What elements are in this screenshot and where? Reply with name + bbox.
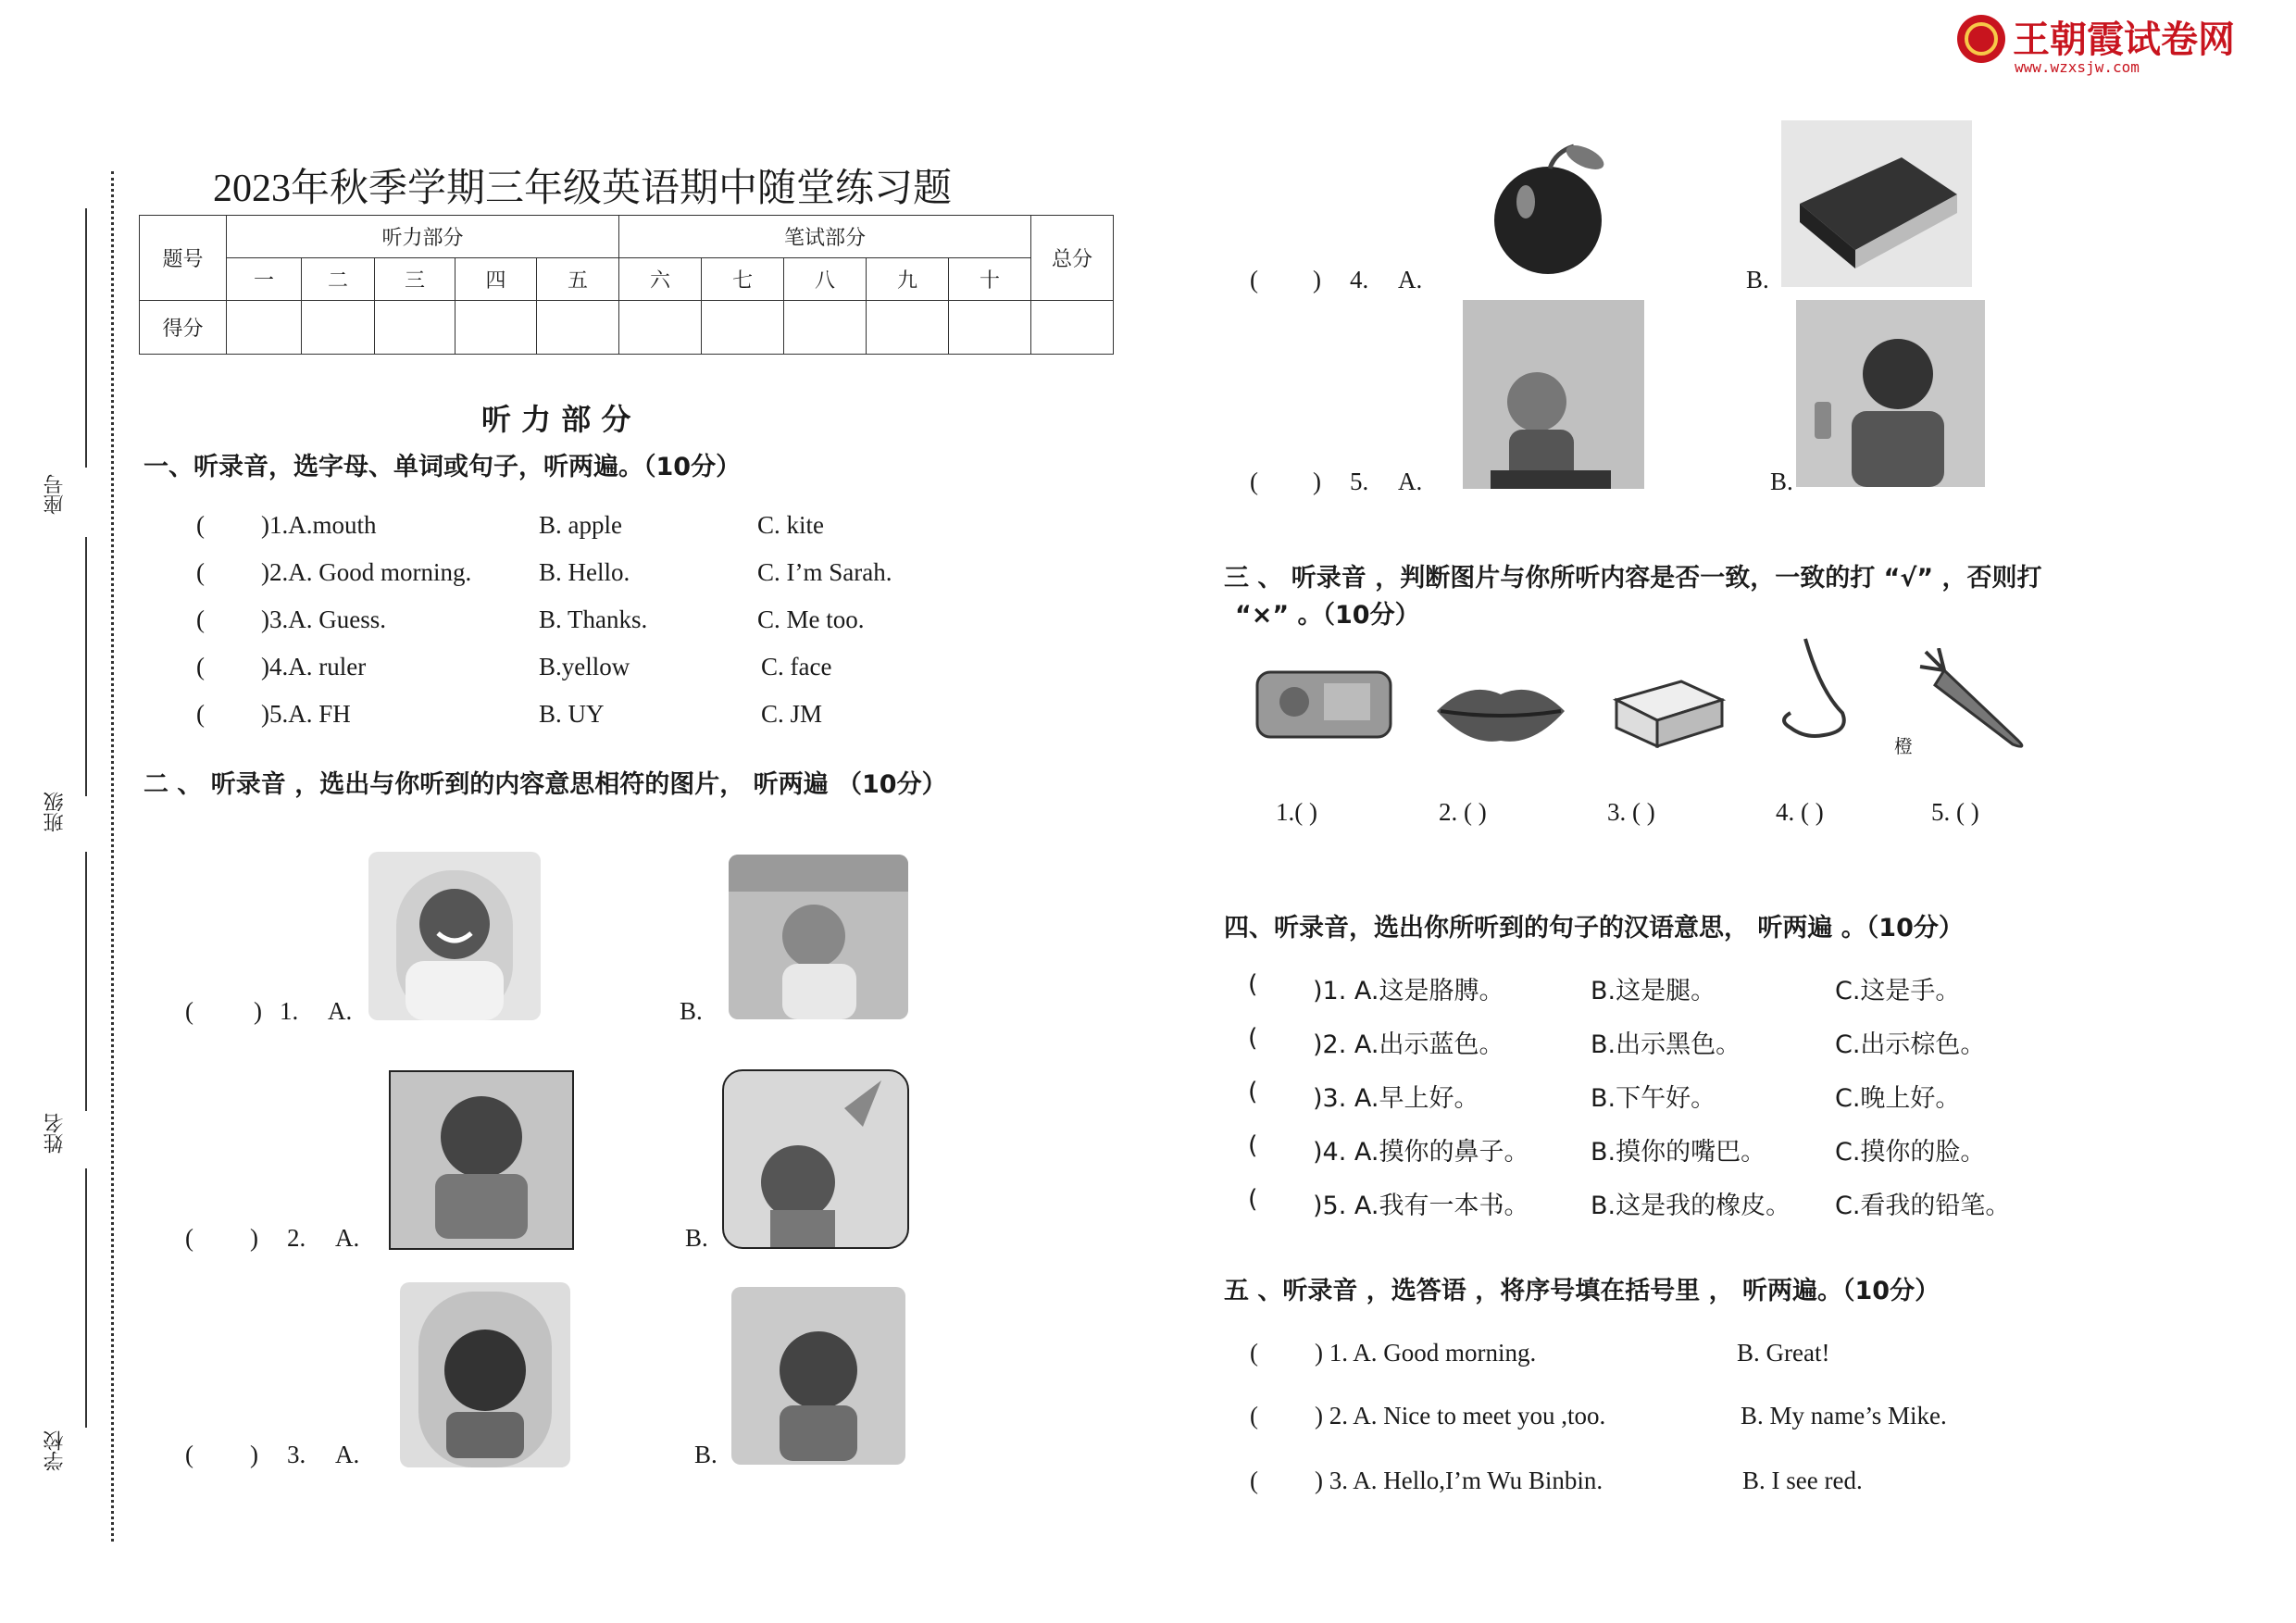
sec3-answer-2[interactable]: 2. ( ): [1439, 798, 1487, 826]
sec1-option-a: )3.A. Guess.: [261, 606, 386, 633]
carrot-picture: [1916, 648, 2033, 754]
girl-picture: [400, 1282, 570, 1467]
sec4-option-c: C.摸你的脸。: [1835, 1138, 1986, 1167]
binding-line: [85, 208, 87, 468]
sec1-paren[interactable]: (: [196, 653, 205, 680]
sec2-num: 3.: [287, 1441, 306, 1468]
sec1-paren[interactable]: (: [196, 511, 205, 539]
col-10: 十: [949, 258, 1031, 301]
sec2-num: 4.: [1350, 266, 1369, 293]
binding-line: [85, 1168, 87, 1428]
listening-heading: 听 力 部 分: [481, 402, 631, 437]
sec2-paren[interactable]: (: [1250, 468, 1258, 495]
section-2-heading: 二 、 听录音 ，选出与你听到的内容意思相符的图片， 听两遍 （10分）: [144, 770, 947, 799]
sec2-num: 1.: [280, 997, 299, 1025]
col-4: 四: [455, 258, 537, 301]
section-4-heading: 四、听录音，选出你所听到的句子的汉语意思， 听两遍 。（10分）: [1224, 914, 1964, 943]
sec1-option-c: C. kite: [757, 511, 824, 539]
sec4-option-b: B.这是我的橡皮。: [1591, 1192, 1791, 1220]
sec4-option-b: B.这是腿。: [1591, 977, 1716, 1005]
sec4-option-a: )5. A.我有一本书。: [1313, 1192, 1529, 1220]
sec1-option-b: B. apple: [539, 511, 622, 539]
sec2-close: ): [250, 1441, 258, 1468]
sec1-option-c: C. Me too.: [757, 606, 865, 633]
sec3-answer-5[interactable]: 5. ( ): [1931, 798, 1979, 826]
school-label: 学校: [44, 1430, 67, 1471]
score-cell[interactable]: [949, 301, 1031, 355]
sec2-paren[interactable]: (: [185, 997, 193, 1025]
writing-header: 笔试部分: [619, 216, 1031, 258]
sec4-paren[interactable]: (: [1248, 1185, 1258, 1214]
page-title: 2023年秋季学期三年级英语期中随堂练习题: [213, 168, 953, 210]
sec2-option-a: A.: [1398, 266, 1423, 293]
section-3-heading-line1: 三 、 听录音 ，判断图片与你所听内容是否一致，一致的打 “√” ，否则打: [1224, 564, 2042, 593]
section-5-heading: 五 、听录音 ，选答语 ，将序号填在括号里 ， 听两遍。（10分）: [1224, 1277, 1940, 1305]
sec5-paren[interactable]: (: [1250, 1467, 1258, 1494]
sec4-paren[interactable]: (: [1248, 1078, 1258, 1106]
sec1-option-c: C. JM: [761, 700, 823, 728]
sec1-option-a: )4.A. ruler: [261, 653, 367, 680]
sec1-option-c: C. I’m Sarah.: [757, 558, 892, 586]
score-cell[interactable]: [1031, 301, 1114, 355]
sec3-answer-1[interactable]: 1.( ): [1276, 798, 1317, 826]
sec2-option-a: A.: [328, 997, 353, 1025]
sec2-close: ): [1313, 266, 1321, 293]
sec1-option-a: )2.A. Good morning.: [261, 558, 472, 586]
boy-with-scarf-picture: [731, 1287, 905, 1465]
sec5-option-b: B. I see red.: [1742, 1467, 1863, 1494]
score-cell[interactable]: [375, 301, 455, 355]
sec2-paren[interactable]: (: [1250, 266, 1258, 293]
sec5-option-a: ) 3. A. Hello,I’m Wu Binbin.: [1315, 1467, 1603, 1494]
seat-label: 座号: [44, 474, 67, 515]
score-cell[interactable]: [537, 301, 619, 355]
sec2-option-a: A.: [335, 1224, 360, 1252]
sec3-answer-3[interactable]: 3. ( ): [1607, 798, 1655, 826]
sec2-option-b: B.: [1770, 468, 1793, 495]
sec5-option-b: B. Great!: [1737, 1339, 1830, 1367]
sec2-option-b: B.: [680, 997, 703, 1025]
sec4-paren[interactable]: (: [1248, 1024, 1258, 1053]
score-cell[interactable]: [455, 301, 537, 355]
sec4-option-c: C.晚上好。: [1835, 1084, 1961, 1113]
sec1-option-a: )5.A. FH: [261, 700, 351, 728]
book-picture: [1781, 120, 1972, 287]
boy-smiling-picture: [368, 852, 541, 1020]
sec4-option-a: )3. A.早上好。: [1313, 1084, 1479, 1113]
col-8: 八: [784, 258, 867, 301]
name-label: 姓名: [44, 1113, 67, 1154]
defen-label: 得分: [140, 301, 227, 355]
nose-picture: [1768, 635, 1857, 746]
sec2-close: ): [1313, 468, 1321, 495]
site-logo: [1953, 7, 2259, 81]
eraser-picture: [1607, 663, 1731, 748]
sec1-option-c: C. face: [761, 653, 832, 680]
sec1-option-b: B. Hello.: [539, 558, 630, 586]
col-6: 六: [619, 258, 702, 301]
sec2-option-b: B.: [694, 1441, 718, 1468]
listening-header: 听力部分: [227, 216, 619, 258]
girl-sitting-picture: [1463, 300, 1644, 489]
score-cell[interactable]: [619, 301, 702, 355]
sec4-paren[interactable]: (: [1248, 1131, 1258, 1160]
sec2-num: 5.: [1350, 468, 1369, 495]
sec4-option-c: C.看我的铅笔。: [1835, 1192, 2011, 1220]
sec1-paren[interactable]: (: [196, 558, 205, 586]
sec3-answer-4[interactable]: 4. ( ): [1776, 798, 1824, 826]
sec4-option-c: C.这是手。: [1835, 977, 1961, 1005]
binding-line: [85, 537, 87, 796]
score-cell[interactable]: [702, 301, 784, 355]
boy-waving-picture: [729, 855, 908, 1019]
score-table: [139, 215, 1114, 355]
boy-raising-hand-picture: [722, 1069, 909, 1249]
sec4-option-b: B.出示黑色。: [1591, 1030, 1741, 1059]
sec4-option-a: )1. A.这是胳膊。: [1313, 977, 1504, 1005]
sec5-paren[interactable]: (: [1250, 1339, 1258, 1367]
sec2-num: 2.: [287, 1224, 306, 1252]
col-2: 二: [302, 258, 375, 301]
sec2-option-b: B.: [1746, 266, 1769, 293]
col-3: 三: [375, 258, 455, 301]
sec5-option-a: ) 2. A. Nice to meet you ,too.: [1315, 1402, 1606, 1429]
score-cell[interactable]: [784, 301, 867, 355]
col-5: 五: [537, 258, 619, 301]
sec1-option-b: B.yellow: [539, 653, 630, 680]
sec2-paren[interactable]: (: [185, 1441, 193, 1468]
sec2-paren[interactable]: (: [185, 1224, 193, 1252]
sec1-option-b: B. Thanks.: [539, 606, 648, 633]
binding-line: [85, 852, 87, 1111]
section-1-heading: 一、听录音，选字母、单词或句子，听两遍。（10分）: [144, 453, 742, 481]
sec1-option-b: B. UY: [539, 700, 605, 728]
total-header: 总分: [1031, 216, 1114, 301]
col-9: 九: [867, 258, 949, 301]
sec1-option-a: )1.A.mouth: [261, 511, 377, 539]
sec4-option-a: )2. A.出示蓝色。: [1313, 1030, 1504, 1059]
logo-url: www.wzxsjw.com: [2015, 58, 2140, 76]
sec2-option-b: B.: [685, 1224, 708, 1252]
sec4-option-c: C.出示棕色。: [1835, 1030, 1986, 1059]
sec2-close: ): [250, 1224, 258, 1252]
sec2-option-a: A.: [1398, 468, 1423, 495]
cut-line: [111, 171, 114, 1542]
sec1-paren[interactable]: (: [196, 700, 205, 728]
carrot-label: 橙: [1894, 735, 1913, 757]
boy-drawing-picture: [389, 1070, 574, 1250]
score-cell[interactable]: [867, 301, 949, 355]
col-1: 一: [227, 258, 302, 301]
sec4-option-b: B.摸你的嘴巴。: [1591, 1138, 1766, 1167]
pencil-box-picture: [1252, 659, 1396, 750]
score-cell[interactable]: [302, 301, 375, 355]
section-3-heading-line2: “×” 。（10分）: [1235, 601, 1420, 630]
tihao-header: 题号: [140, 216, 227, 301]
sec2-close: ): [254, 997, 262, 1025]
boy-with-phone-picture: [1796, 300, 1985, 487]
sec2-option-a: A.: [335, 1441, 360, 1468]
sec5-option-a: ) 1. A. Good morning.: [1315, 1339, 1537, 1367]
apple-picture: [1481, 139, 1620, 278]
col-7: 七: [702, 258, 784, 301]
score-cell[interactable]: [227, 301, 302, 355]
sec4-paren[interactable]: (: [1248, 970, 1258, 999]
sec1-paren[interactable]: (: [196, 606, 205, 633]
sec5-option-b: B. My name’s Mike.: [1741, 1402, 1947, 1429]
sec4-option-a: )4. A.摸你的鼻子。: [1313, 1138, 1529, 1167]
sec5-paren[interactable]: (: [1250, 1402, 1258, 1429]
sec4-option-b: B.下午好。: [1591, 1084, 1716, 1113]
mouth-picture: [1431, 674, 1570, 748]
logo-name: 王朝霞试卷网: [2013, 19, 2235, 61]
class-label: 班级: [44, 792, 67, 832]
